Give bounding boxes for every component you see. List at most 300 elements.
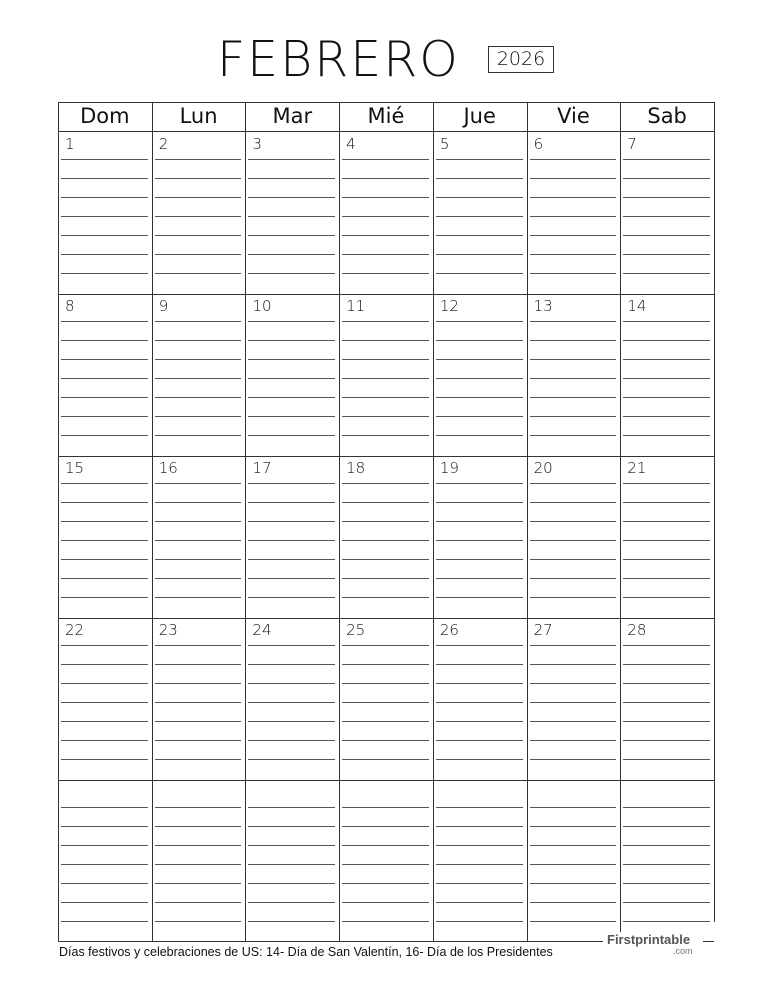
writing-line	[530, 216, 617, 217]
day-cell[interactable]	[245, 618, 339, 780]
writing-line	[623, 702, 710, 703]
writing-line	[623, 483, 710, 484]
day-cell[interactable]	[527, 618, 621, 780]
writing-line	[530, 178, 617, 179]
grid-divider	[58, 102, 714, 103]
writing-line	[436, 397, 523, 398]
day-number: 5	[439, 135, 450, 153]
writing-line	[61, 216, 148, 217]
writing-line	[342, 559, 429, 560]
writing-line	[248, 683, 335, 684]
writing-line	[155, 321, 242, 322]
writing-line	[248, 883, 335, 884]
writing-line	[61, 321, 148, 322]
writing-line	[623, 902, 710, 903]
writing-line	[623, 216, 710, 217]
day-number: 3	[252, 135, 262, 153]
writing-line	[248, 826, 335, 827]
writing-line	[61, 159, 148, 160]
writing-line	[61, 235, 148, 236]
day-number: 2	[158, 135, 169, 153]
writing-line	[623, 721, 710, 722]
writing-line	[61, 483, 148, 484]
writing-line	[248, 578, 335, 579]
writing-line	[623, 597, 710, 598]
writing-line	[436, 902, 523, 903]
writing-line	[436, 883, 523, 884]
weekday-header: Lun	[179, 104, 218, 128]
writing-line	[61, 883, 148, 884]
writing-line	[530, 416, 617, 417]
writing-line	[248, 416, 335, 417]
writing-line	[530, 540, 617, 541]
writing-line	[155, 397, 242, 398]
calendar-grid	[58, 102, 714, 942]
writing-line	[248, 559, 335, 560]
writing-line	[436, 521, 523, 522]
writing-line	[623, 340, 710, 341]
writing-line	[436, 740, 523, 741]
writing-line	[155, 864, 242, 865]
writing-line	[436, 921, 523, 922]
grid-divider	[58, 131, 714, 132]
writing-line	[248, 359, 335, 360]
grid-divider	[339, 102, 340, 942]
day-cell[interactable]	[245, 780, 339, 942]
day-cell[interactable]	[527, 294, 621, 456]
writing-line	[623, 435, 710, 436]
writing-line	[342, 664, 429, 665]
brand-logo: Firstprintable	[604, 932, 693, 947]
day-number: 14	[627, 297, 647, 315]
day-cell[interactable]	[58, 618, 152, 780]
day-cell[interactable]	[527, 132, 621, 294]
day-cell[interactable]	[152, 456, 246, 618]
writing-line	[61, 597, 148, 598]
writing-line	[155, 883, 242, 884]
writing-line	[248, 159, 335, 160]
grid-divider	[245, 102, 246, 942]
day-cell[interactable]	[339, 456, 433, 618]
writing-line	[61, 921, 148, 922]
writing-line	[155, 340, 242, 341]
writing-line	[342, 178, 429, 179]
writing-line	[248, 216, 335, 217]
writing-line	[530, 702, 617, 703]
writing-line	[436, 540, 523, 541]
writing-line	[61, 378, 148, 379]
day-cell[interactable]	[339, 132, 433, 294]
writing-line	[248, 740, 335, 741]
writing-line	[155, 197, 242, 198]
writing-line	[436, 197, 523, 198]
writing-line	[530, 664, 617, 665]
writing-line	[436, 826, 523, 827]
writing-line	[342, 502, 429, 503]
day-number: 4	[346, 135, 356, 153]
writing-line	[61, 559, 148, 560]
writing-line	[436, 359, 523, 360]
writing-line	[248, 845, 335, 846]
writing-line	[342, 235, 429, 236]
day-cell[interactable]	[433, 132, 527, 294]
day-cell[interactable]	[527, 780, 621, 942]
day-number: 21	[627, 459, 647, 477]
writing-line	[530, 521, 617, 522]
day-cell[interactable]	[58, 132, 152, 294]
writing-line	[623, 159, 710, 160]
writing-line	[436, 235, 523, 236]
grid-divider	[58, 102, 59, 942]
day-cell[interactable]	[433, 618, 527, 780]
writing-line	[155, 645, 242, 646]
day-number: 17	[252, 459, 272, 477]
day-number: 13	[533, 297, 553, 315]
writing-line	[623, 664, 710, 665]
writing-line	[530, 502, 617, 503]
day-cell[interactable]	[58, 294, 152, 456]
grid-divider	[58, 941, 603, 942]
writing-line	[342, 378, 429, 379]
day-cell[interactable]	[152, 132, 246, 294]
writing-line	[155, 359, 242, 360]
day-cell[interactable]	[433, 456, 527, 618]
writing-line	[530, 902, 617, 903]
writing-line	[342, 683, 429, 684]
writing-line	[623, 378, 710, 379]
weekday-header: Sab	[647, 104, 687, 128]
writing-line	[436, 807, 523, 808]
writing-line	[61, 902, 148, 903]
writing-line	[61, 416, 148, 417]
writing-line	[155, 435, 242, 436]
writing-line	[530, 645, 617, 646]
day-number: 7	[627, 135, 637, 153]
writing-line	[61, 645, 148, 646]
writing-line	[342, 483, 429, 484]
writing-line	[342, 826, 429, 827]
writing-line	[342, 740, 429, 741]
writing-line	[342, 721, 429, 722]
writing-line	[248, 597, 335, 598]
writing-line	[155, 807, 242, 808]
day-cell[interactable]	[58, 456, 152, 618]
writing-line	[623, 740, 710, 741]
writing-line	[342, 645, 429, 646]
writing-line	[342, 216, 429, 217]
day-cell[interactable]	[152, 780, 246, 942]
writing-line	[155, 826, 242, 827]
writing-line	[623, 826, 710, 827]
writing-line	[530, 826, 617, 827]
weekday-header: Mié	[367, 104, 405, 128]
writing-line	[155, 683, 242, 684]
day-cell[interactable]	[620, 780, 714, 942]
day-cell[interactable]	[527, 456, 621, 618]
writing-line	[155, 178, 242, 179]
writing-line	[623, 273, 710, 274]
day-cell[interactable]	[152, 618, 246, 780]
writing-line	[436, 273, 523, 274]
writing-line	[61, 502, 148, 503]
writing-line	[61, 435, 148, 436]
day-cell[interactable]	[58, 780, 152, 942]
writing-line	[342, 845, 429, 846]
writing-line	[61, 359, 148, 360]
day-cell[interactable]	[620, 456, 714, 618]
writing-line	[342, 321, 429, 322]
writing-line	[436, 178, 523, 179]
writing-line	[248, 759, 335, 760]
writing-line	[436, 159, 523, 160]
writing-line	[623, 235, 710, 236]
writing-line	[155, 721, 242, 722]
writing-line	[623, 359, 710, 360]
writing-line	[342, 273, 429, 274]
writing-line	[155, 273, 242, 274]
writing-line	[530, 359, 617, 360]
writing-line	[623, 759, 710, 760]
writing-line	[155, 416, 242, 417]
writing-line	[61, 578, 148, 579]
day-number: 20	[533, 459, 553, 477]
writing-line	[436, 578, 523, 579]
writing-line	[623, 883, 710, 884]
brand-suffix: .com	[673, 946, 693, 956]
writing-line	[623, 540, 710, 541]
writing-line	[61, 826, 148, 827]
writing-line	[530, 235, 617, 236]
writing-line	[342, 702, 429, 703]
writing-line	[342, 597, 429, 598]
writing-line	[530, 273, 617, 274]
writing-line	[248, 540, 335, 541]
grid-divider	[703, 941, 714, 942]
month-title: FEBRERO	[217, 31, 460, 88]
day-cell[interactable]	[620, 132, 714, 294]
writing-line	[155, 578, 242, 579]
grid-divider	[527, 102, 528, 942]
day-number: 10	[252, 297, 272, 315]
grid-divider	[152, 102, 153, 942]
writing-line	[530, 740, 617, 741]
writing-line	[530, 683, 617, 684]
writing-line	[530, 378, 617, 379]
day-number: 24	[252, 621, 272, 639]
day-cell[interactable]	[620, 294, 714, 456]
writing-line	[155, 216, 242, 217]
writing-line	[61, 721, 148, 722]
day-number: 18	[346, 459, 366, 477]
writing-line	[61, 845, 148, 846]
writing-line	[623, 807, 710, 808]
day-number: 8	[65, 297, 75, 315]
writing-line	[623, 921, 710, 922]
weekday-header: Mar	[272, 104, 313, 128]
writing-line	[248, 435, 335, 436]
writing-line	[248, 197, 335, 198]
writing-line	[342, 435, 429, 436]
writing-line	[155, 159, 242, 160]
grid-divider	[58, 294, 714, 295]
writing-line	[342, 864, 429, 865]
writing-line	[61, 702, 148, 703]
writing-line	[436, 721, 523, 722]
writing-line	[155, 740, 242, 741]
year-badge: 2026	[488, 46, 554, 73]
writing-line	[530, 340, 617, 341]
grid-divider	[58, 780, 714, 781]
writing-line	[436, 702, 523, 703]
writing-line	[248, 664, 335, 665]
writing-line	[155, 921, 242, 922]
day-cell[interactable]	[433, 780, 527, 942]
writing-line	[61, 759, 148, 760]
writing-line	[61, 521, 148, 522]
writing-line	[342, 397, 429, 398]
day-cell[interactable]	[245, 456, 339, 618]
day-cell[interactable]	[245, 294, 339, 456]
writing-line	[623, 578, 710, 579]
day-cell[interactable]	[433, 294, 527, 456]
writing-line	[623, 321, 710, 322]
day-number: 28	[627, 621, 647, 639]
writing-line	[436, 664, 523, 665]
writing-line	[530, 321, 617, 322]
grid-divider	[58, 456, 714, 457]
writing-line	[248, 921, 335, 922]
writing-line	[248, 702, 335, 703]
writing-line	[623, 502, 710, 503]
day-cell[interactable]	[339, 618, 433, 780]
weekday-header: Vie	[557, 104, 590, 128]
writing-line	[342, 902, 429, 903]
writing-line	[155, 521, 242, 522]
writing-line	[248, 864, 335, 865]
writing-line	[623, 254, 710, 255]
writing-line	[436, 216, 523, 217]
writing-line	[155, 902, 242, 903]
writing-line	[436, 683, 523, 684]
writing-line	[342, 340, 429, 341]
day-number: 15	[65, 459, 85, 477]
writing-line	[436, 321, 523, 322]
day-number: 9	[158, 297, 169, 315]
writing-line	[342, 254, 429, 255]
day-cell[interactable]	[152, 294, 246, 456]
writing-line	[530, 597, 617, 598]
writing-line	[623, 397, 710, 398]
writing-line	[61, 740, 148, 741]
writing-line	[623, 416, 710, 417]
writing-line	[623, 178, 710, 179]
writing-line	[61, 178, 148, 179]
writing-line	[61, 197, 148, 198]
writing-line	[342, 578, 429, 579]
writing-line	[248, 807, 335, 808]
writing-line	[436, 759, 523, 760]
writing-line	[530, 845, 617, 846]
writing-line	[61, 664, 148, 665]
day-number: 11	[346, 297, 366, 315]
weekday-header: Dom	[80, 104, 130, 128]
writing-line	[155, 235, 242, 236]
writing-line	[342, 197, 429, 198]
day-cell[interactable]	[620, 618, 714, 780]
writing-line	[530, 435, 617, 436]
writing-line	[342, 883, 429, 884]
writing-line	[623, 683, 710, 684]
writing-line	[342, 159, 429, 160]
day-cell[interactable]	[245, 132, 339, 294]
writing-line	[61, 273, 148, 274]
day-number: 16	[158, 459, 178, 477]
day-number: 6	[533, 135, 544, 153]
writing-line	[530, 197, 617, 198]
writing-line	[436, 416, 523, 417]
writing-line	[248, 254, 335, 255]
writing-line	[155, 502, 242, 503]
grid-divider	[433, 102, 434, 942]
day-number: 19	[439, 459, 459, 477]
writing-line	[155, 759, 242, 760]
holidays-note: Días festivos y celebraciones de US: 14- Día de San Valentín, 16- Día de los Presidentes	[59, 945, 553, 959]
writing-line	[530, 483, 617, 484]
writing-line	[248, 321, 335, 322]
writing-line	[530, 921, 617, 922]
writing-line	[248, 235, 335, 236]
writing-line	[248, 902, 335, 903]
writing-line	[530, 559, 617, 560]
day-cell[interactable]	[339, 780, 433, 942]
writing-line	[623, 521, 710, 522]
writing-line	[61, 540, 148, 541]
grid-divider	[58, 618, 714, 619]
day-number: 25	[346, 621, 366, 639]
writing-line	[436, 254, 523, 255]
writing-line	[248, 521, 335, 522]
writing-line	[248, 340, 335, 341]
writing-line	[530, 883, 617, 884]
writing-line	[530, 759, 617, 760]
day-number: 23	[158, 621, 178, 639]
writing-line	[155, 559, 242, 560]
writing-line	[530, 397, 617, 398]
day-number: 26	[439, 621, 459, 639]
writing-line	[155, 483, 242, 484]
writing-line	[248, 273, 335, 274]
writing-line	[623, 864, 710, 865]
writing-line	[155, 845, 242, 846]
writing-line	[342, 540, 429, 541]
writing-line	[248, 378, 335, 379]
day-cell[interactable]	[339, 294, 433, 456]
writing-line	[155, 540, 242, 541]
day-number: 1	[65, 135, 75, 153]
writing-line	[436, 502, 523, 503]
writing-line	[436, 378, 523, 379]
writing-line	[342, 807, 429, 808]
writing-line	[436, 864, 523, 865]
writing-line	[530, 807, 617, 808]
writing-line	[155, 254, 242, 255]
writing-line	[530, 159, 617, 160]
writing-line	[61, 254, 148, 255]
writing-line	[342, 359, 429, 360]
writing-line	[342, 921, 429, 922]
writing-line	[530, 864, 617, 865]
writing-line	[342, 416, 429, 417]
